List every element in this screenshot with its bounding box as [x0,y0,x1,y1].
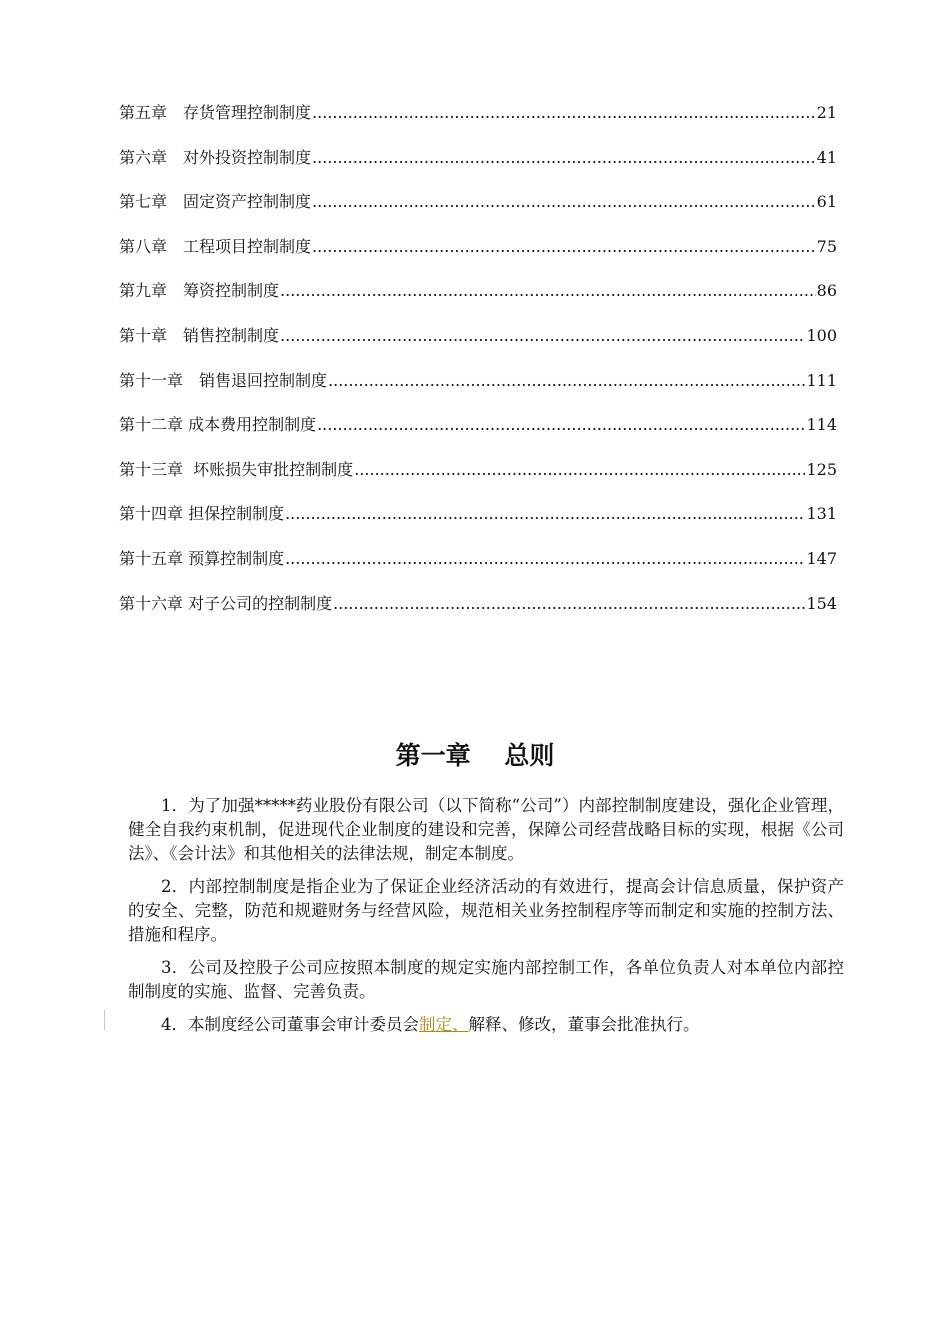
toc-entry-page: 131 [806,504,837,524]
toc-entry[interactable] [119,591,837,636]
toc-entry-page: 154 [806,593,837,613]
paragraph: 1．为了加强*****药业股份有限公司（以下简称“公司”）内部控制制度建设，强化企业管理，健全自我约束机制，促进现代企业制度的建设和完善，保障公司经营战略目标的实现，根据《公司法》、《会计法》和其他相关的法律法规，制定本制度。 [128,796,844,863]
toc-leader-dots [328,368,805,394]
toc-entry-page: 111 [806,370,837,390]
paragraph-with-revision [128,1013,844,1037]
toc-entry-page: 41 [816,147,837,167]
toc-leader-dots [317,412,805,438]
toc-leader-dots [280,278,816,304]
toc-entry[interactable] [119,145,837,190]
toc-entry-title: 第十二章 成本费用控制制度 [119,415,317,435]
toc-entry[interactable] [119,323,837,368]
toc-leader-dots [312,100,816,126]
toc-entry-page: 21 [816,103,837,122]
tracked-insertion[interactable]: 制定、 [419,1015,469,1034]
toc-entry-page: 75 [816,236,837,256]
revision-change-bar [104,1010,105,1030]
paragraph-text: 解释、修改，董事会批准执行。 [468,1015,700,1034]
toc-entry[interactable] [119,189,837,234]
toc-entry-page: 86 [816,281,837,301]
toc-entry-page: 61 [816,192,837,212]
toc-entry-title: 第七章 固定资产控制制度 [119,192,312,212]
paragraph: 3．公司及控股子公司应按照本制度的规定实施内部控制工作，各单位负责人对本单位内部控制制度的实施、监督、完善负责。 [128,958,844,1001]
chapter-body [128,794,844,1046]
toc-entry-title: 第十六章 对子公司的控制制度 [119,593,333,613]
toc-leader-dots [333,591,805,617]
toc-entry-title: 第六章 对外投资控制制度 [119,147,312,167]
toc-entry-title: 第十五章 预算控制制度 [119,548,285,568]
toc-entry-title: 第十四章 担保控制制度 [119,504,285,524]
toc-entry-page: 114 [806,415,837,435]
toc-entry-title: 第十章 销售控制制度 [119,325,280,345]
toc-leader-dots [280,323,805,349]
table-of-contents [119,100,837,635]
toc-entry[interactable] [119,546,837,591]
toc-leader-dots [312,145,816,171]
toc-entry-title: 第九章 筹资控制制度 [119,281,280,301]
toc-entry-page: 125 [806,459,837,479]
toc-entry-page: 100 [806,325,837,345]
toc-entry-page: 147 [806,548,837,568]
toc-leader-dots [285,546,805,572]
toc-leader-dots [312,189,816,215]
toc-leader-dots [285,501,805,527]
toc-entry[interactable] [119,457,837,502]
toc-entry[interactable] [119,278,837,323]
paragraph-text: 4．本制度经公司董事会审计委员会 [161,1015,419,1034]
toc-entry-title: 第八章 工程项目控制制度 [119,236,312,256]
toc-entry[interactable] [119,234,837,279]
toc-leader-dots [312,234,816,260]
toc-entry[interactable] [119,368,837,413]
paragraph: 2．内部控制制度是指企业为了保证企业经济活动的有效进行，提高会计信息质量，保护资产的安全、完整，防范和规避财务与经营风险，规范相关业务控制程序等而制定和实施的控制方法、措施和程序。 [128,877,844,944]
toc-entry-title: 第十三章 坏账损失审批控制制度 [119,459,354,479]
toc-entry[interactable] [119,412,837,457]
toc-entry[interactable] [119,100,837,145]
toc-entry[interactable] [119,501,837,546]
chapter-heading: 第一章 总则 [395,741,555,770]
toc-entry-title: 第十一章 销售退回控制制度 [119,370,328,390]
toc-leader-dots [354,457,805,483]
toc-entry-title: 第五章 存货管理控制制度 [119,103,312,122]
